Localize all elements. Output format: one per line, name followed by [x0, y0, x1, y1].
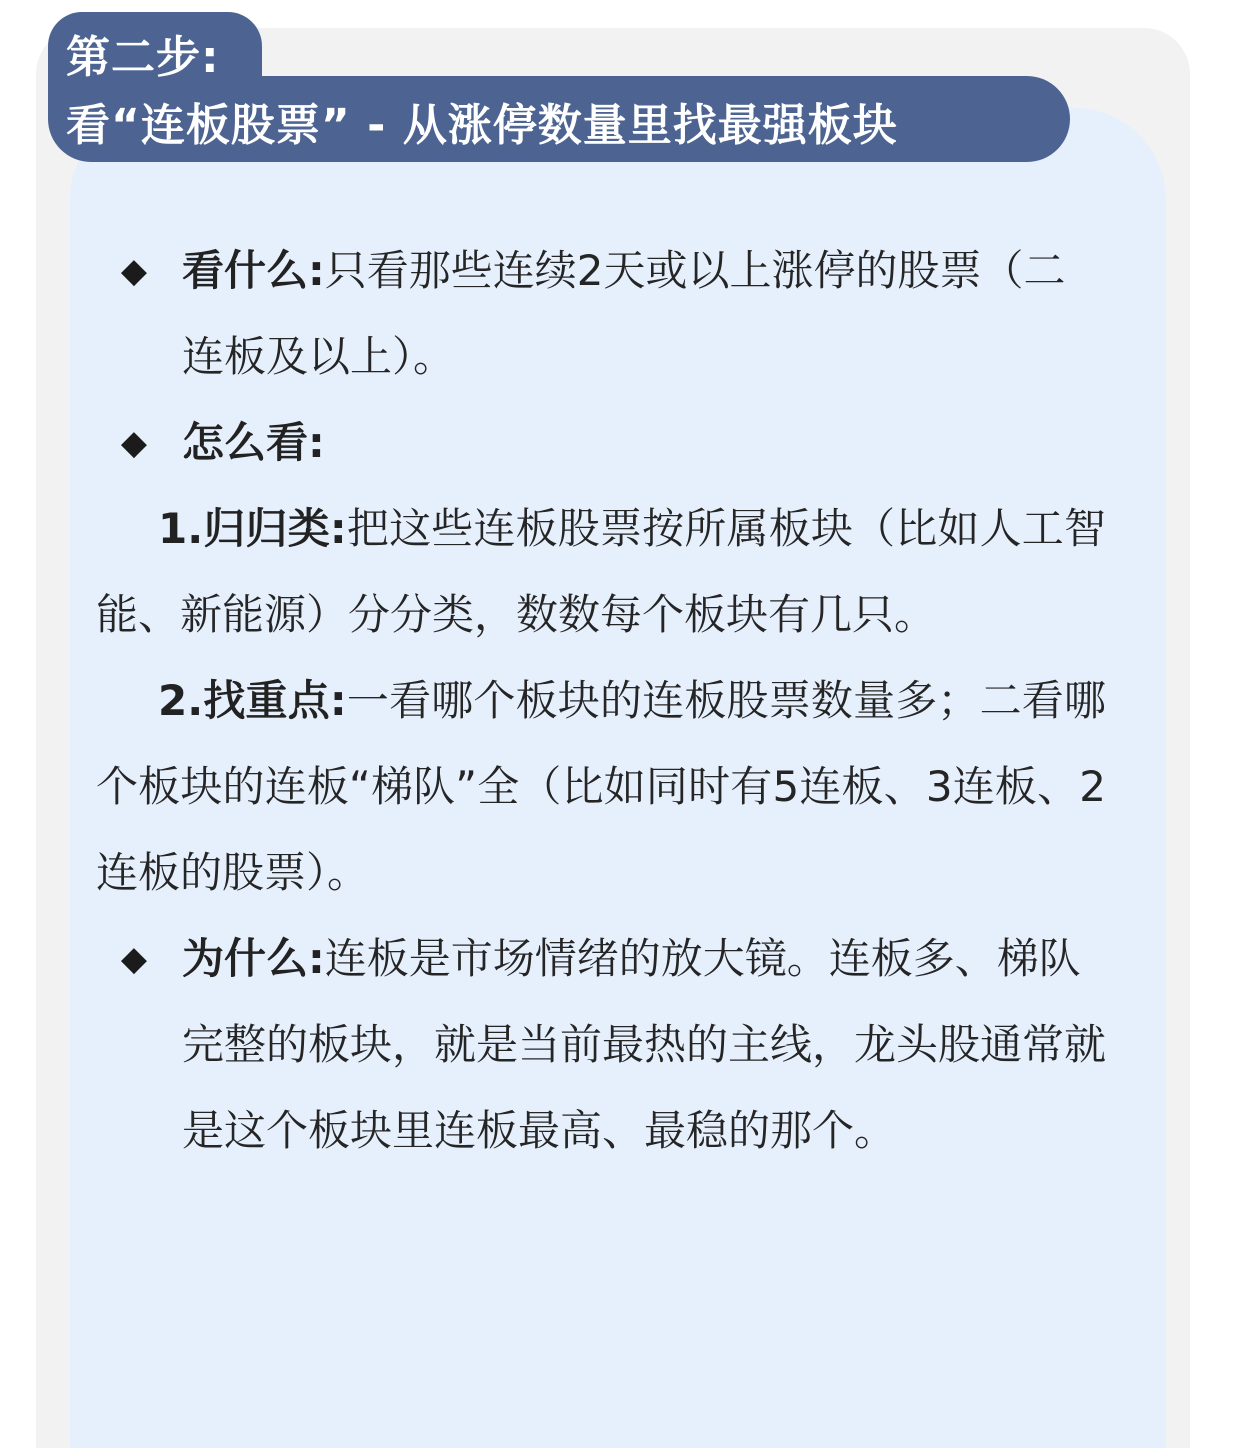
step-focus	[96, 658, 1106, 916]
classify-text: 把这些连板股票按所属板块（比如人工智能、新能源）分分类，数数每个板块有几只。	[96, 504, 1106, 639]
focus-text: 一看哪个板块的连板股票数量多；二看哪个板块的连板“梯队”全（比如同时有5连板、3连板、2连板的股票）。	[96, 676, 1106, 897]
what-label: 看什么:	[182, 246, 325, 295]
step-title: 第二步:	[66, 32, 220, 83]
diamond-bullet-icon: ◆	[120, 423, 148, 463]
focus-label: 2.找重点:	[158, 676, 347, 725]
bullet-how	[96, 400, 1106, 486]
main-title: 看“连板股票” - 从涨停数量里找最强板块	[66, 100, 898, 151]
diamond-bullet-icon: ◆	[120, 939, 148, 979]
what-text: 只看那些连续2天或以上涨停的股票（二连板及以上）。	[182, 246, 1066, 381]
why-text: 连板是市场情绪的放大镜。连板多、梯队完整的板块，就是当前最热的主线，龙头股通常就是这个板块里连板最高、最稳的那个。	[182, 934, 1107, 1155]
classify-label: 1.归归类:	[158, 504, 347, 553]
why-label: 为什么:	[182, 934, 325, 983]
step-classify	[96, 486, 1106, 658]
how-label: 怎么看:	[182, 418, 325, 467]
bullet-why	[96, 916, 1106, 1174]
content-body	[96, 228, 1106, 1174]
diamond-bullet-icon: ◆	[120, 251, 148, 291]
bullet-what	[96, 228, 1106, 400]
